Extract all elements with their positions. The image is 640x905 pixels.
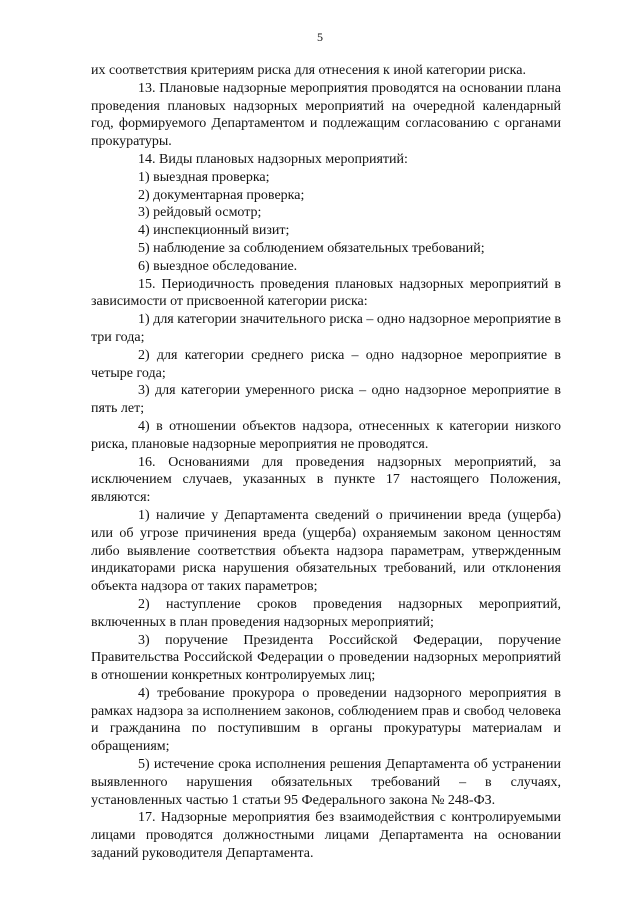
paragraph: 17. Надзорные мероприятия без взаимодействия с контролируемыми лицами проводятся должностными лицами Департамента на основании заданий руководителя Департамента.	[91, 810, 561, 862]
paragraph: 4) инспекционный визит;	[138, 223, 290, 239]
page-number: 5	[317, 30, 323, 44]
paragraph: 2) документарная проверка;	[138, 187, 305, 203]
paragraph: их соответствия критериям риска для отнесения к иной категории риска.	[91, 63, 526, 78]
paragraph: 1) наличие у Департамента сведений о причинении вреда (ущерба) или об угрозе причинения вреда (ущерба) охраняемым законом ценностям либо выявление соответствия объекта надзора параметрам, утвержденным индикаторами риска нарушения обязательных требований, или отклонения объекта надзора от таких параметров;	[91, 507, 561, 595]
document-body	[91, 62, 561, 863]
paragraph: 15. Периодичность проведения плановых надзорных мероприятий в зависимости от присвоенной категории риска:	[91, 276, 561, 310]
paragraph: 13. Плановые надзорные мероприятия проводятся на основании плана проведения плановых надзорных мероприятий на очередной календарный год, формируемого Департаментом и подлежащим согласованию с органами прокуратуры.	[91, 80, 561, 150]
paragraph: 5) наблюдение за соблюдением обязательных требований;	[138, 240, 485, 256]
paragraph: 6) выездное обследование.	[138, 258, 298, 274]
paragraph: 4) требование прокурора о проведении надзорного мероприятия в рамках надзора за исполнением законов, соблюдением прав и свобод человека и гражданина по поступившим в органы прокуратуры материалам и обращениям;	[91, 685, 561, 755]
paragraph: 5) истечение срока исполнения решения Департамента об устранении выявленного нарушения обязательных требований – в случаях, установленных частью 1 статьи 95 Федерального закона № 248-ФЗ.	[91, 757, 561, 808]
paragraph: 2) для категории среднего риска – одно надзорное мероприятие в четыре года;	[91, 347, 561, 381]
paragraph: 1) для категории значительного риска – одно надзорное мероприятие в три года;	[91, 312, 561, 345]
paragraph: 2) наступление сроков проведения надзорных мероприятий, включенных в план проведения надзорных мероприятий;	[91, 596, 561, 630]
paragraph: 1) выездная проверка;	[138, 169, 270, 185]
paragraph: 16. Основаниями для проведения надзорных мероприятий, за исключением случаев, указанных в пункте 17 настоящего Положения, являются:	[91, 454, 561, 506]
paragraph: 3) для категории умеренного риска – одно надзорное мероприятие в пять лет;	[91, 383, 561, 417]
paragraph: 3) рейдовый осмотр;	[138, 205, 262, 221]
paragraph: 14. Виды плановых надзорных мероприятий:	[138, 151, 408, 167]
paragraph: 3) поручение Президента Российской Федерации, поручение Правительства Российской Федерации о проведении надзорных мероприятий в отношении конкретных контролируемых лиц;	[91, 632, 561, 684]
paragraph: 4) в отношении объектов надзора, отнесенных к категории низкого риска, плановые надзорные мероприятия не проводятся.	[91, 418, 561, 452]
